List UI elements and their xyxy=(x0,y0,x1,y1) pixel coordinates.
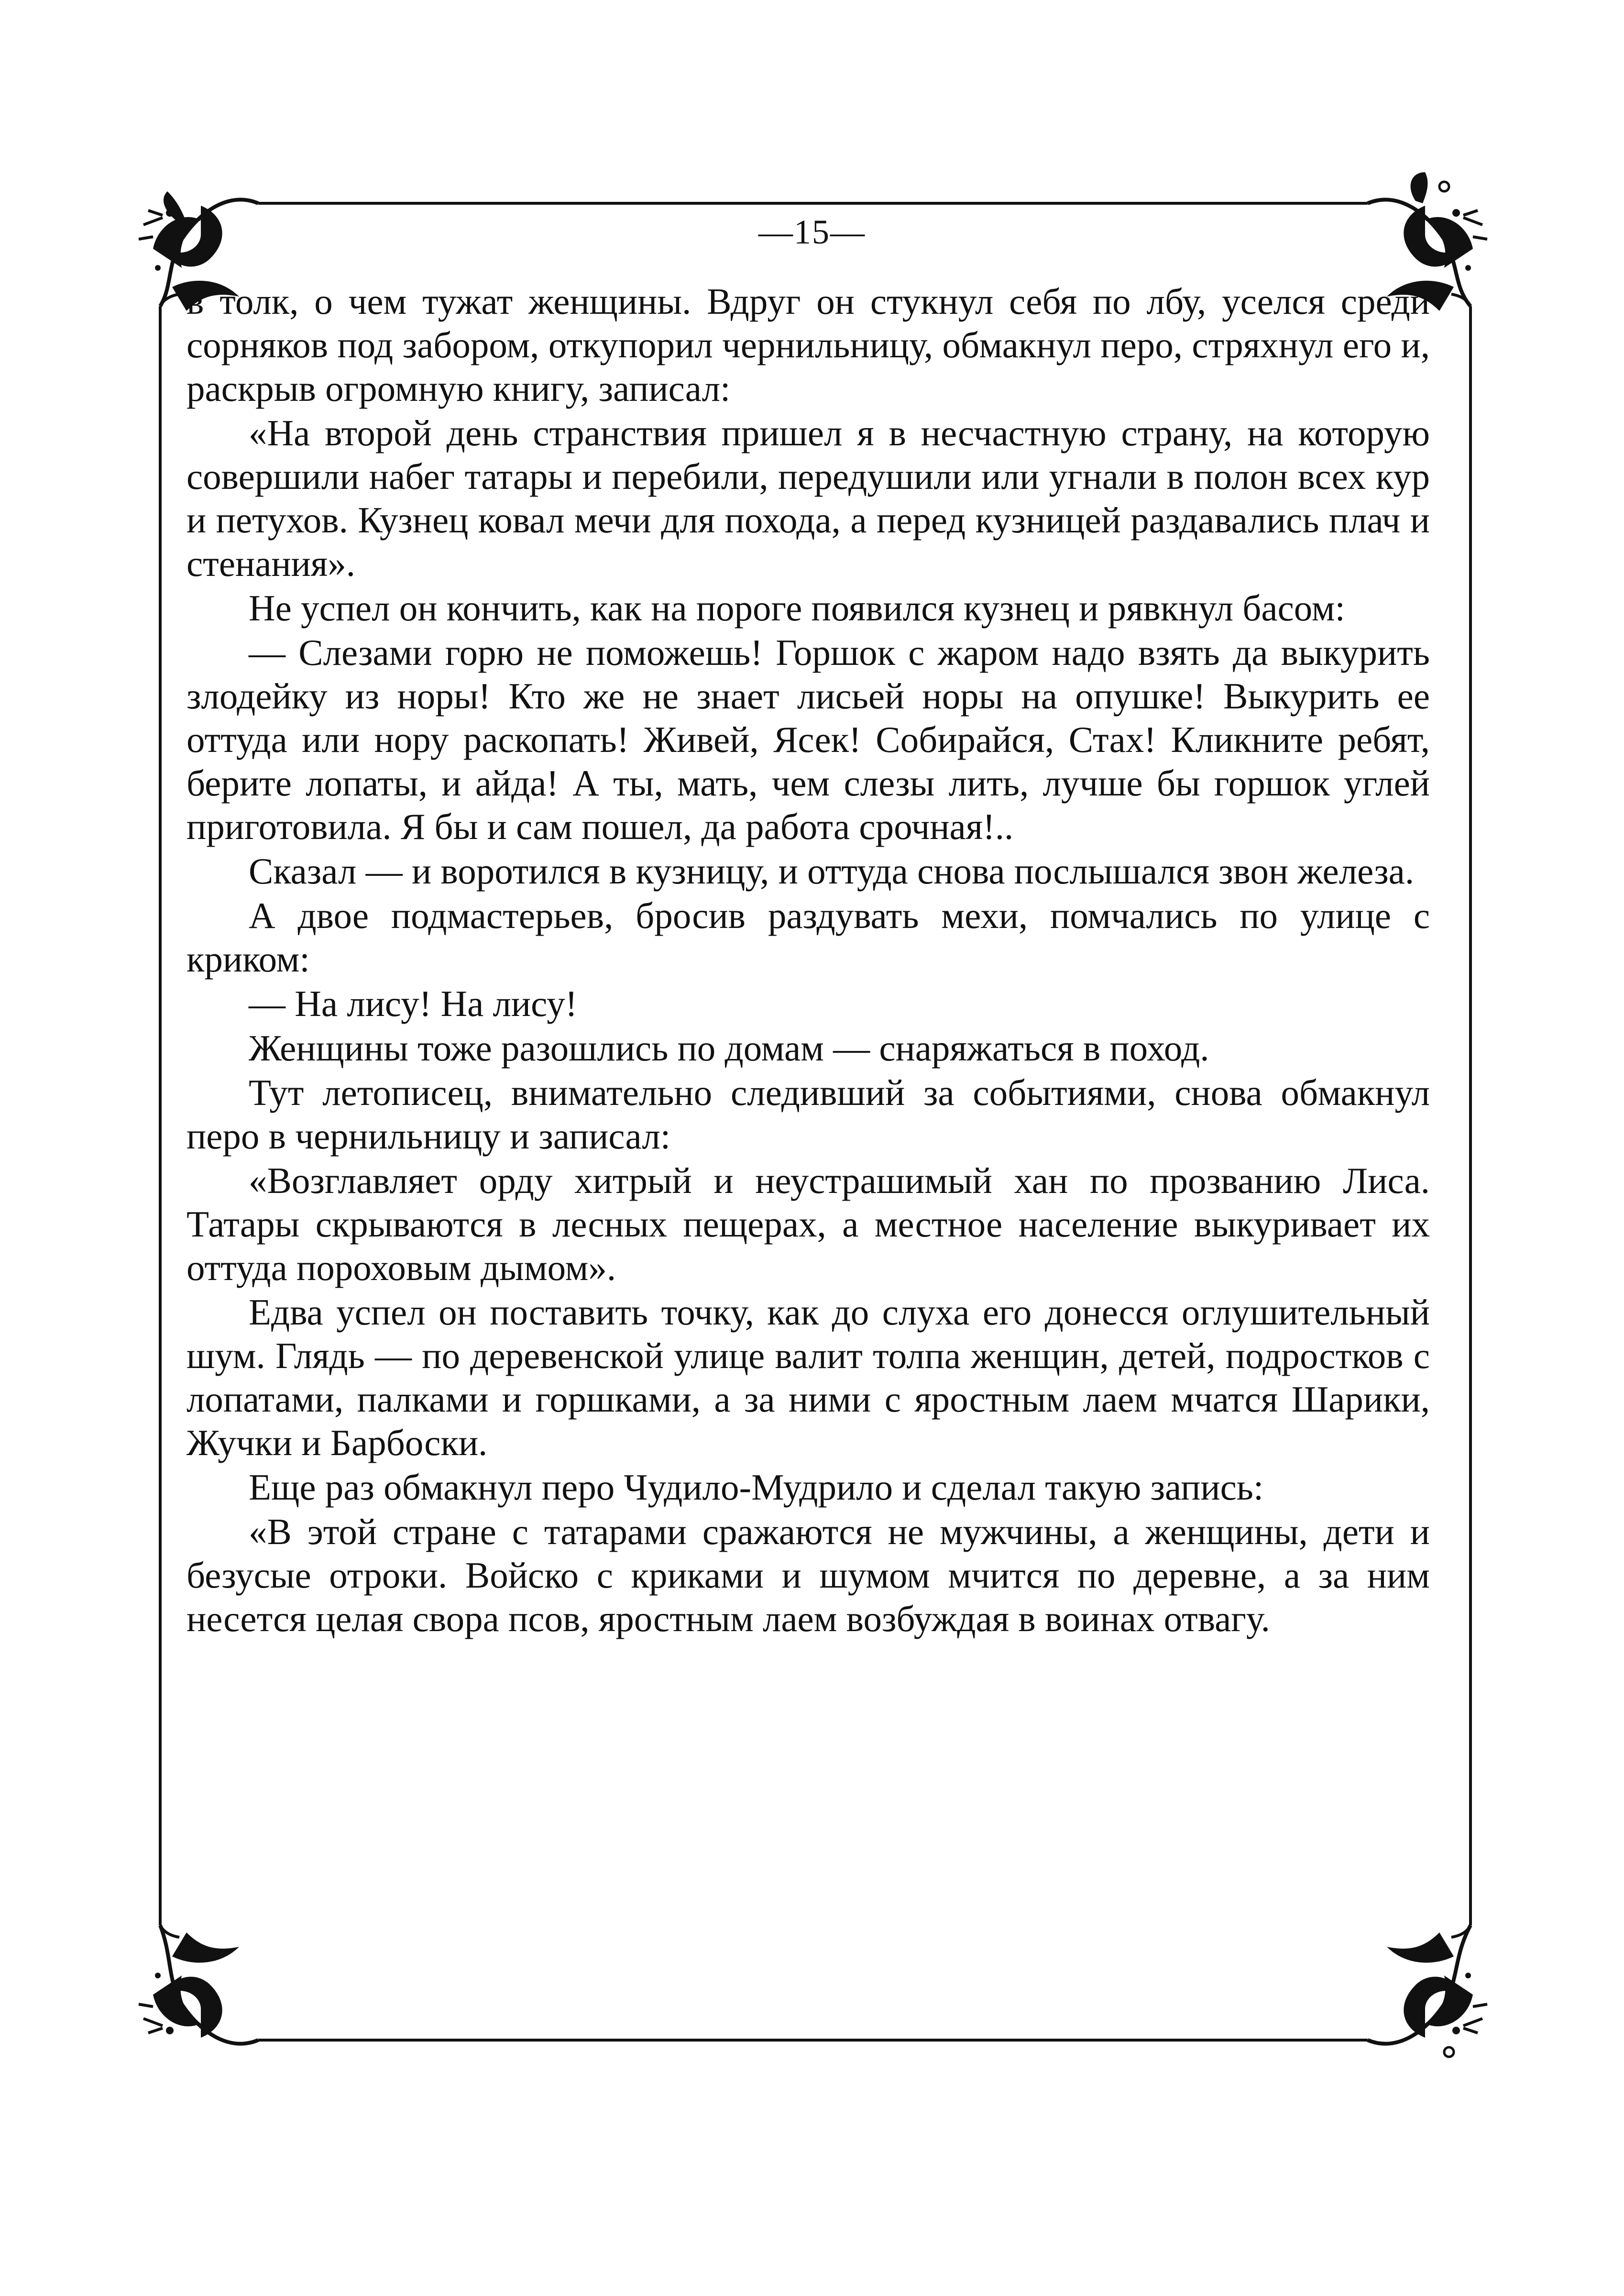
paragraph: в толк, о чем тужат женщины. Вдруг он стукнул себя по лбу, уселся среди сорняков под забором, откупорил чернильницу, обмакнул перо, стряхнул его и, раскрыв огромную книгу, записал: xyxy=(187,281,1430,409)
paragraph: Еще раз обмакнул перо Чудило-Мудрило и сделал такую запись: xyxy=(249,1467,1264,1508)
paragraph: — Слезами горю не поможешь! Горшок с жаром надо взять да выкурить злодейку из норы! Кто же не знает лисьей норы на опушке! Выкурить ее оттуда или нору раскопать! Живей, Ясек! Собирайся, Стах! Кликните ребят, берите лопаты, и айда! А ты, мать, чем слезы лить, лучше бы горшок углей приготовила. Я бы и сам пошел, да работа срочная!.. xyxy=(187,632,1430,847)
paragraph: «На второй день странствия пришел я в несчастную страну, на которую совершили набег татары и перебили, передушили или угнали в полон всех кур и петухов. Кузнец ковал мечи для похода, а перед кузницей раздавались плач и стенания». xyxy=(187,412,1430,584)
paragraph: Женщины тоже разошлись по домам — снаряжаться в поход. xyxy=(249,1027,1209,1069)
paragraph: Тут летописец, внимательно следивший за событиями, снова обмакнул перо в чернильницу и записал: xyxy=(187,1072,1430,1157)
floral-ornament-bottom-right xyxy=(1368,1925,1487,2057)
paragraph: «Возглавляет орду хитрый и неустрашимый хан по прозванию Лиса. Татары скрываются в лесных пещерах, а местное население выкуривает их оттуда пороховым дымом». xyxy=(187,1160,1430,1288)
paragraph: А двое подмастерьев, бросив раздувать мехи, помчались по улице с криком: xyxy=(187,895,1430,980)
page-number: —15— xyxy=(758,213,866,251)
floral-ornament-bottom-left xyxy=(139,1925,258,2044)
paragraph: «В этой стране с татарами сражаются не мужчины, а женщины, дети и безусые отроки. Войско с криками и шумом мчится по деревне, а за ним несется целая свора псов, яростным лаем возбуждая в воинах отвагу. xyxy=(187,1511,1430,1639)
paragraph: Сказал — и воротился в кузницу, и оттуда снова послышался звон железа. xyxy=(249,850,1415,892)
paragraph: Едва успел он поставить точку, как до слуха его донесся оглушительный шум. Глядь — по деревенской улице валит толпа женщин, детей, подростков с лопатами, палками и горшками, а за ними с яростным лаем мчатся Шарики, Жучки и Барбоски. xyxy=(187,1292,1430,1463)
body-text xyxy=(187,280,1430,1642)
paragraph: — На лису! На лису! xyxy=(249,983,578,1024)
paragraph: Не успел он кончить, как на пороге появился кузнец и рявкнул басом: xyxy=(249,587,1345,629)
